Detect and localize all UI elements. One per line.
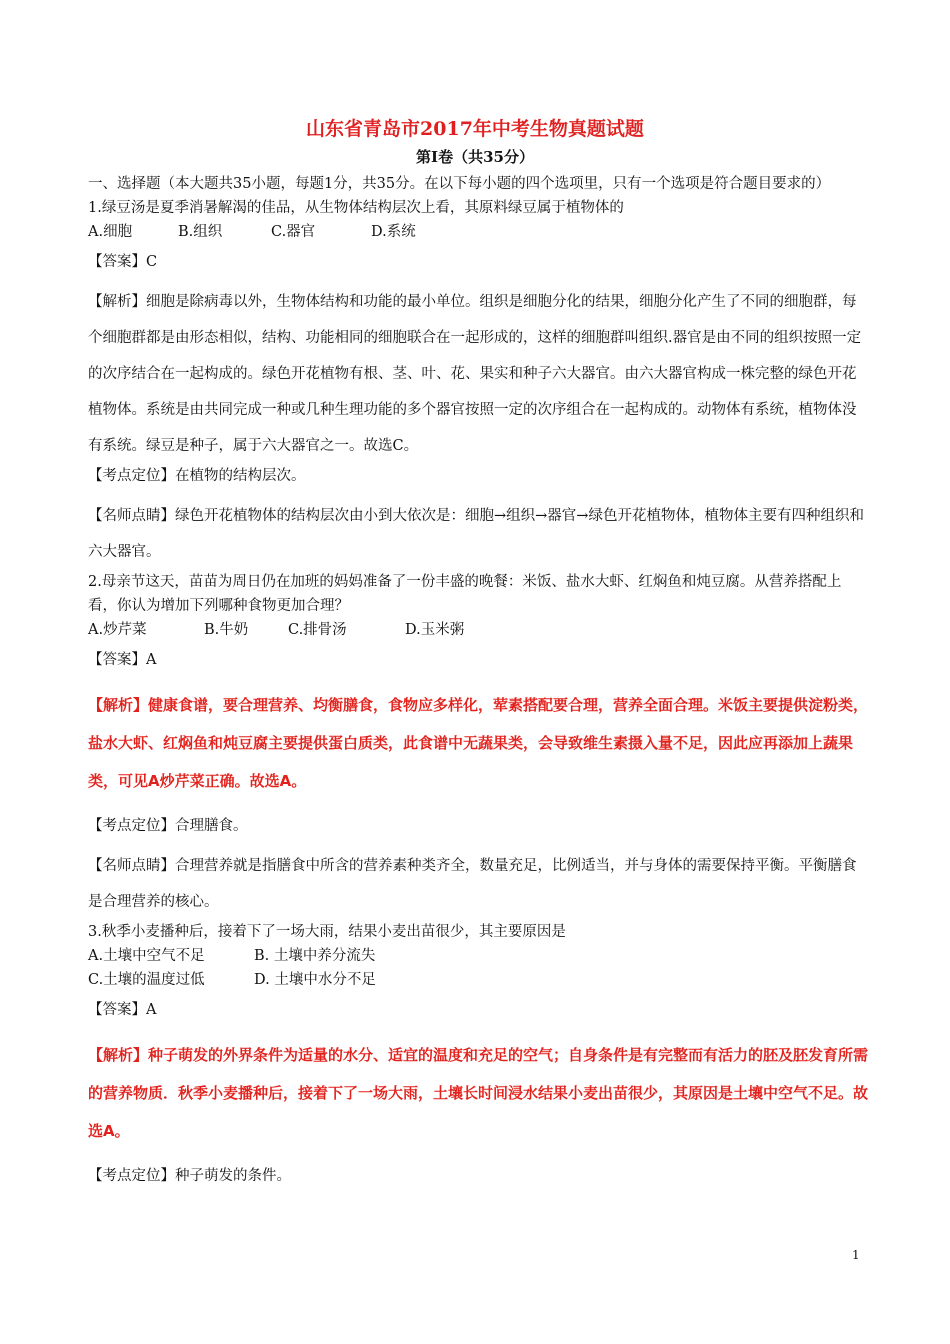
q3-options-row1	[88, 944, 868, 968]
q2-option-b: B.牛奶	[204, 622, 249, 638]
page-number: 1	[852, 1248, 860, 1262]
q3-answer: 【答案】A	[88, 1002, 157, 1018]
q3-kaodian: 【考点定位】种子萌发的条件。	[88, 1168, 291, 1184]
q1-kaodian: 【考点定位】在植物的结构层次。	[88, 468, 306, 484]
q1-option-c: C.器官	[271, 224, 316, 240]
document-body	[88, 172, 868, 1188]
q2-analysis: 【解析】健康食谱，要合理营养、均衡膳食，食物应多样化，荤素搭配要合理，营养全面合理。米饭主要提供淀粉类，盐水大虾、红焖鱼和炖豆腐主要提供蛋白质类，此食谱中无蔬果类，会导致维生素摄入量不足，因此应再添加上蔬果类，可见A炒芹菜正确。故选A。	[88, 696, 869, 790]
q1-question: 1.绿豆汤是夏季消暑解渴的佳品，从生物体结构层次上看，其原料绿豆属于植物体的	[88, 200, 624, 216]
q3-question: 3.秋季小麦播种后，接着下了一场大雨，结果小麦出苗很少，其主要原因是	[88, 924, 566, 940]
q3-option-b: B. 土壤中养分流失	[254, 948, 376, 964]
q1-option-a: A.细胞	[88, 224, 133, 240]
section-subtitle: 第Ⅰ卷（共35分）	[416, 148, 534, 166]
q2-option-c: C.排骨汤	[288, 622, 347, 638]
q1-mingshi: 【名师点睛】绿色开花植物体的结构层次由小到大依次是：细胞→组织→器官→绿色开花植物体，植物体主要有四种组织和六大器官。	[88, 508, 864, 560]
page-title: 山东省青岛市2017年中考生物真题试题	[306, 118, 644, 140]
q1-option-b: B.组织	[178, 224, 223, 240]
q3-analysis: 【解析】种子萌发的外界条件为适量的水分、适宜的温度和充足的空气；自身条件是有完整而有活力的胚及胚发育所需的营养物质．秋季小麦播种后，接着下了一场大雨，土壤长时间浸水结果小麦出苗很少，其原因是土壤中空气不足。故选A。	[88, 1046, 869, 1140]
q1-analysis: 【解析】细胞是除病毒以外，生物体结构和功能的最小单位。组织是细胞分化的结果，细胞分化产生了不同的细胞群，每个细胞群都是由形态相似，结构、功能相同的细胞联合在一起形成的，这样的细胞群叫组织.器官是由不同的组织按照一定的次序结合在一起构成的。绿色开花植物有根、茎、叶、花、果实和种子六大器官。由六大器官构成一株完整的绿色开花植物体。系统是由共同完成一种或几种生理功能的多个器官按照一定的次序组合在一起构成的。动物体有系统，植物体没有系统。绿豆是种子，属于六大器官之一。故选C。	[88, 294, 862, 454]
q3-option-d: D. 土壤中水分不足	[254, 972, 376, 988]
q2-answer: 【答案】A	[88, 652, 157, 668]
q2-mingshi: 【名师点睛】合理营养就是指膳食中所含的营养素种类齐全，数量充足，比例适当，并与身体的需要保持平衡。平衡膳食是合理营养的核心。	[88, 858, 857, 910]
section-intro: 一、选择题（本大题共35小题，每题1分，共35分。在以下每小题的四个选项里，只有一个选项是符合题目要求的）	[88, 176, 831, 192]
q2-option-d: D.玉米粥	[405, 622, 465, 638]
q1-answer: 【答案】C	[88, 254, 158, 270]
q3-options-row2	[88, 968, 868, 992]
q2-options	[88, 618, 868, 642]
q3-option-a: A.土壤中空气不足	[88, 948, 205, 964]
q1-option-d: D.系统	[371, 224, 416, 240]
q2-option-a: A.炒芹菜	[88, 622, 147, 638]
q3-option-c: C.土壤的温度过低	[88, 972, 205, 988]
q2-kaodian: 【考点定位】合理膳食。	[88, 818, 248, 834]
q1-options	[88, 220, 868, 244]
q2-question: 2.母亲节这天，苗苗为周日仍在加班的妈妈准备了一份丰盛的晚餐：米饭、盐水大虾、红焖鱼和炖豆腐。从营养搭配上看，你认为增加下列哪种食物更加合理？	[88, 574, 842, 614]
